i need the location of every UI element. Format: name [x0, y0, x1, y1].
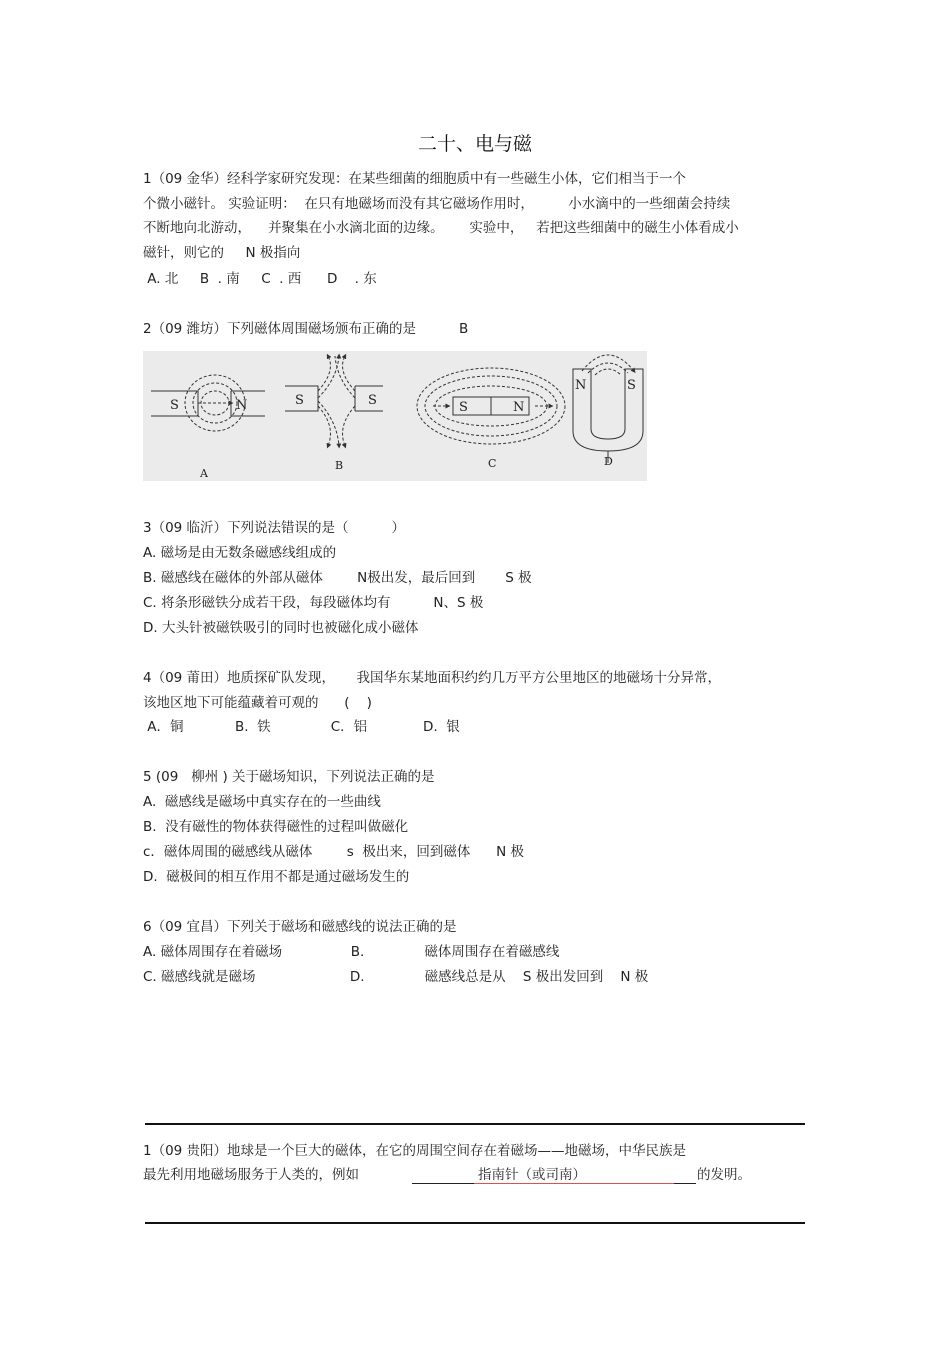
fig-a-s-pole: S	[170, 398, 179, 413]
fig-label-c: C	[488, 457, 497, 470]
q7-line1: 1（09 贵阳）地球是一个巨大的磁体，在它的周围空间存在着磁场——地磁场，中华民族是	[143, 1143, 687, 1159]
q5-stem: 5 (09 柳州 ) 关于磁场知识，下列说法正确的是	[143, 769, 435, 785]
fig-label-d: D	[604, 455, 613, 468]
q6-options-row2: C. 磁感线就是磁场 D. 磁感线总是从 S 极出发回到 N 极	[143, 969, 649, 985]
q6-stem: 6（09 宜昌）下列关于磁场和磁感线的说法正确的是	[143, 919, 457, 935]
q3-option-d: D. 大头针被磁铁吸引的同时也被磁化成小磁体	[143, 620, 419, 636]
q1-options: A. 北 B . 南 C . 西 D . 东	[143, 271, 377, 287]
q7-tail: 的发明。	[697, 1167, 751, 1183]
q7-line2: 最先利用地磁场服务于人类的，例如	[143, 1167, 359, 1183]
q3-option-a: A. 磁场是由无数条磁感线组成的	[143, 545, 337, 561]
fig-b-s-pole-right: S	[368, 393, 377, 408]
q5-option-d: D. 磁极间的相互作用不都是通过磁场发生的	[143, 869, 410, 885]
q4-options: A．铜 B. 铁 C．铝 D. 银	[143, 719, 460, 735]
q6-options-row1: A. 磁体周围存在着磁场 B. 磁体周围存在着磁感线	[143, 944, 560, 960]
q3-option-b: B. 磁感线在磁体的外部从磁体 N极出发，最后回到 S 极	[143, 570, 532, 586]
q2-stem: 2（09 潍坊）下列磁体周围磁场颁布正确的是 B	[143, 321, 469, 337]
fig-d-s-pole: S	[627, 378, 636, 393]
q4-line2: 该地区地下可能蕴藏着可观的 ( )	[143, 695, 372, 711]
q1-line1: 1（09 金华）经科学家研究发现：在某些细菌的细胞质中有一些磁生小体，它们相当于一个	[143, 171, 687, 187]
fig-c-n-pole: N	[513, 400, 525, 415]
q5-option-b: B. 没有磁性的物体获得磁性的过程叫做磁化	[143, 819, 409, 835]
q1-line3: 不断地向北游动， 并聚集在小水滴北面的边缘。 实验中， 若把这些细菌中的磁生小体看成小	[143, 220, 739, 236]
q7-answer: 指南针（或司南）	[478, 1167, 586, 1183]
q4-line1: 4（09 莆田）地质探矿队发现， 我国华东某地面积约约几万平方公里地区的地磁场十分异常，	[143, 670, 722, 686]
fig-a-n-pole: N	[236, 398, 248, 413]
fig-label-a: A	[200, 467, 208, 480]
fig-d-n-pole: N	[575, 378, 587, 393]
page-title: 二十、电与磁	[417, 133, 532, 155]
q3-option-c: C. 将条形磁铁分成若干段，每段磁体均有 N、S 极	[143, 595, 484, 611]
top-divider	[145, 1123, 805, 1125]
fig-label-b: B	[335, 459, 344, 472]
magnet-field-diagram	[143, 351, 647, 481]
q5-option-a: A. 磁感线是磁场中真实存在的一些曲线	[143, 794, 381, 810]
bottom-divider	[145, 1222, 805, 1224]
fig-b-s-pole-left: S	[295, 393, 304, 408]
fig-c-s-pole: S	[459, 400, 468, 415]
q1-line2: 个微小磁针。 实验证明： 在只有地磁场而没有其它磁场作用时， 小水滴中的一些细菌会持续	[143, 196, 731, 212]
q3-stem: 3（09 临沂）下列说法错误的是（ ）	[143, 520, 405, 536]
q1-line4: 磁针，则它的 N 极指向	[143, 245, 301, 261]
q5-option-c: c．磁体周围的磁感线从磁体 s 极出来，回到磁体 N 极	[143, 844, 525, 860]
magnet-field-figure	[143, 351, 647, 481]
